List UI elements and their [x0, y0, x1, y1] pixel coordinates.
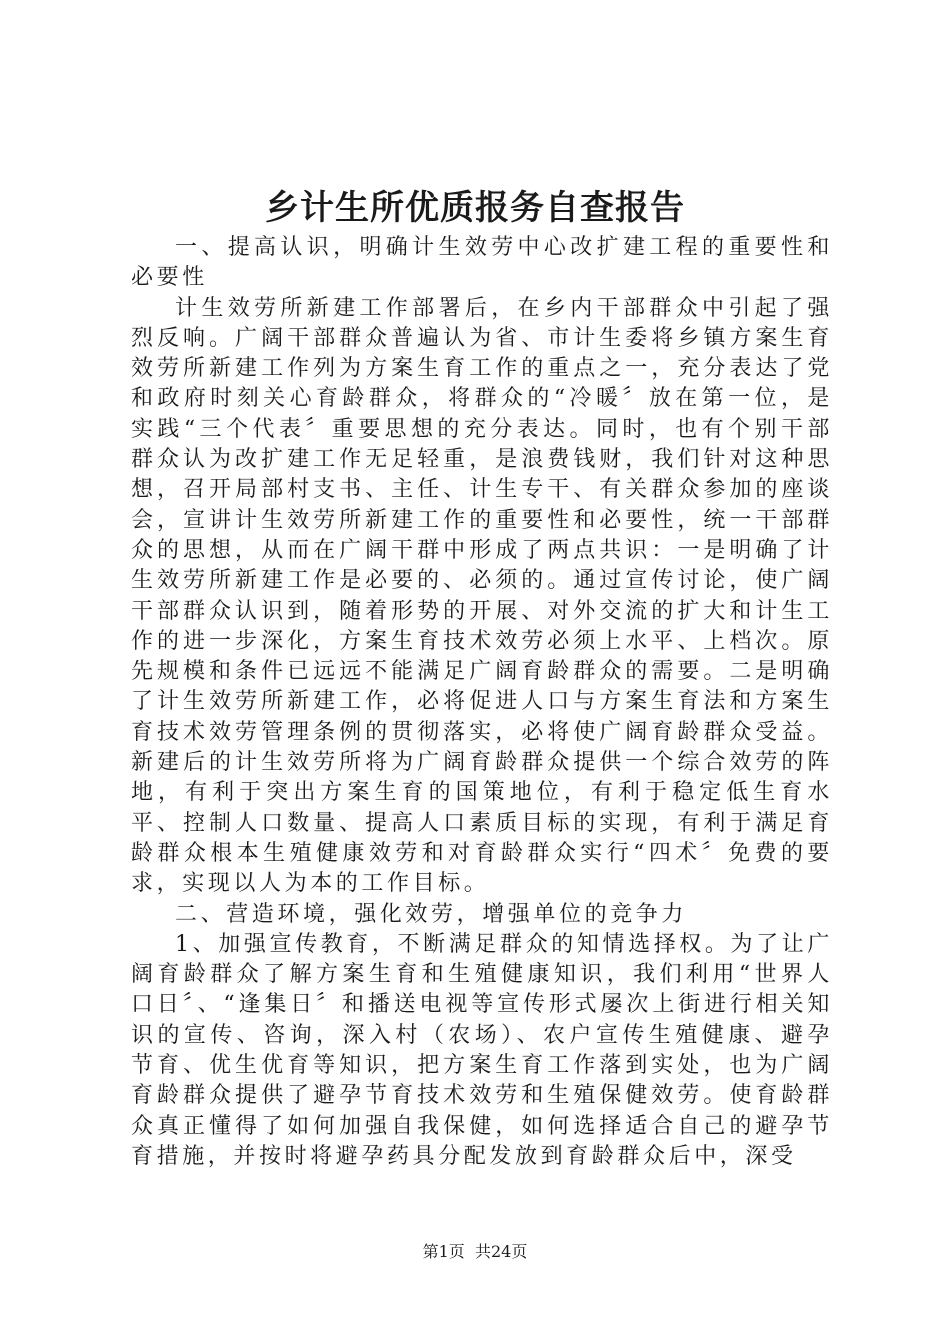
section-heading-2: 二、营造环境，强化效劳，增强单位的竞争力 [175, 901, 688, 927]
document-body [131, 233, 833, 1172]
page-footer [0, 1240, 950, 1264]
document-title: 乡计生所优质报务自查报告 [265, 188, 685, 228]
section-heading-1: 一、提高认识，明确计生效劳中心改扩建工程的重要性和必要性 [131, 235, 833, 291]
body-paragraph-2: 1、加强宣传教育，不断满足群众的知情选择权。为了让广阔育龄群众了解方案生育和生殖健康知识，我们利用“世界人口日〞、“逢集日〞和播送电视等宣传形式屡次上街进行相关知识的宣传、咨询，深入村（农场）、农户宣传生殖健康、避孕节育、优生优育等知识，把方案生育工作落到实处，也为广阔育龄群众提供了避孕节育技术效劳和生殖保健效劳。使育龄群众真正懂得了如何加强自我保健，如何选择适合自己的避孕节育措施，并按时将避孕药具分配发放到育龄群众后中，深受 [131, 931, 833, 1169]
body-paragraph-1: 计生效劳所新建工作部署后，在乡内干部群众中引起了强烈反响。广阔干部群众普遍认为省、市计生委将乡镇方案生育效劳所新建工作列为方案生育工作的重点之一，充分表达了党和政府时刻关心育龄群众，将群众的“冷暖〞放在第一位，是实践“三个代表〞重要思想的充分表达。同时，也有个别干部群众认为改扩建工作无足轻重，是浪费钱财，我们针对这种思想，召开局部村支书、主任、计生专干、有关群众参加的座谈会，宣讲计生效劳所新建工作的重要性和必要性，统一干部群众的思想，从而在广阔干群中形成了两点共识：一是明确了计生效劳所新建工作是必要的、必须的。通过宣传讨论，使广阔干部群众认识到，随着形势的开展、对外交流的扩大和计生工作的进一步深化，方案生育技术效劳必须上水平、上档次。原先规模和条件已远远不能满足广阔育龄群众的需要。二是明确了计生效劳所新建工作，必将促进人口与方案生育法和方案生育技术效劳管理条例的贯彻落实，必将使广阔育龄群众受益。新建后的计生效劳所将为广阔育龄群众提供一个综合效劳的阵地，有利于突出方案生育的国策地位，有利于稳定低生育水平、控制人口数量、提高人口素质目标的实现，有利于满足育龄群众根本生殖健康效劳和对育龄群众实行“四术〞免费的要求，实现以人为本的工作目标。 [131, 295, 833, 897]
page-total: 共24页 [474, 1242, 528, 1261]
page-number: 第1页 [422, 1242, 465, 1261]
